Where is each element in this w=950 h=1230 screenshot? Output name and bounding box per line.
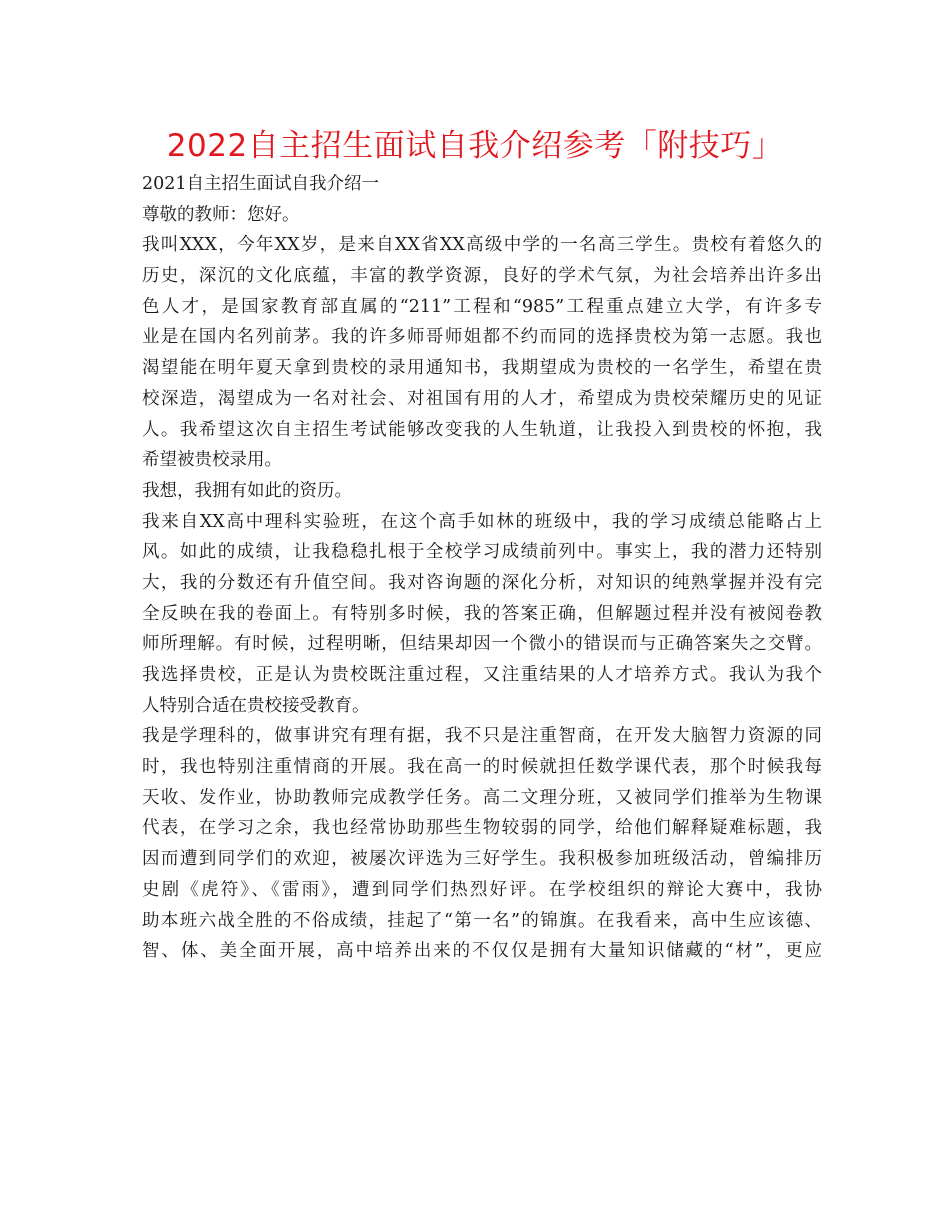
text-line: 希望被贵校录用。 [142, 450, 282, 471]
text-line: 我想，我拥有如此的资历。 [142, 480, 352, 501]
text-line: 助本班六战全胜的不俗成绩，挂起了“第一名”的锦旗。在我看来，高中生应该德、 [142, 910, 822, 931]
text-line: 校深造，渴望成为一名对社会、对祖国有用的人才，希望成为贵校荣耀历史的见证 [142, 388, 822, 409]
text-line: 代表，在学习之余，我也经常协助那些生物较弱的同学，给他们解释疑难标题，我 [142, 818, 822, 839]
text-line: 色人才，是国家教育部直属的“211”工程和“985”工程重点建立大学，有许多专 [142, 296, 822, 317]
text-line: 智、体、美全面开展，高中培养出来的不仅仅是拥有大量知识储藏的“材”，更应 [142, 941, 822, 962]
text-line: 人特别合适在贵校接受教育。 [142, 695, 370, 716]
text-line: 史剧《虎符》、《雷雨》，遭到同学们热烈好评。在学校组织的辩论大赛中，我协 [142, 879, 822, 900]
text-line: 渴望能在明年夏天拿到贵校的录用通知书，我期望成为贵校的一名学生，希望在贵 [142, 358, 822, 379]
text-line: 时，我也特别注重情商的开展。我在高一的时候就担任数学课代表，那个时候我每 [142, 757, 822, 778]
text-line: 因而遭到同学们的欢迎，被屡次评选为三好学生。我积极参加班级活动，曾编排历 [142, 849, 822, 870]
document-body [142, 169, 822, 967]
text-line: 风。如此的成绩，让我稳稳扎根于全校学习成绩前列中。事实上，我的潜力还特别 [142, 542, 822, 563]
text-line: 全反映在我的卷面上。有特别多时候，我的答案正确，但解题过程并没有被阅卷教 [142, 603, 822, 624]
text-line: 尊敬的教师：您好。 [142, 204, 300, 225]
document-title: 2022自主招生面试自我介绍参考「附技巧」 [166, 128, 784, 164]
text-line: 天收、发作业，协助教师完成教学任务。高二文理分班，又被同学们推举为生物课 [142, 787, 822, 808]
text-line: 2021自主招生面试自我介绍一 [142, 174, 380, 194]
text-line: 我选择贵校，正是认为贵校既注重过程，又注重结果的人才培养方式。我认为我个 [142, 665, 822, 685]
text-line: 大，我的分数还有升值空间。我对咨询题的深化分析，对知识的纯熟掌握并没有完 [142, 572, 822, 593]
text-line: 业是在国内名列前茅。我的许多师哥师姐都不约而同的选择贵校为第一志愿。我也 [142, 327, 822, 348]
text-line: 师所理解。有时候，过程明晰，但结果却因一个微小的错误而与正确答案失之交臂。 [142, 634, 822, 655]
text-line: 历史，深沉的文化底蕴，丰富的教学资源，良好的学术气氛，为社会培养出许多出 [142, 266, 822, 287]
text-line: 人。我希望这次自主招生考试能够改变我的人生轨道，让我投入到贵校的怀抱，我 [142, 419, 822, 440]
text-line: 我叫XXX，今年XX岁，是来自XX省XX高级中学的一名高三学生。贵校有着悠久的 [142, 235, 822, 256]
text-line: 我来自XX高中理科实验班，在这个高手如林的班级中，我的学习成绩总能略占上 [142, 511, 822, 532]
text-line: 我是学理科的，做事讲究有理有据，我不只是注重智商，在开发大脑智力资源的同 [142, 726, 822, 747]
